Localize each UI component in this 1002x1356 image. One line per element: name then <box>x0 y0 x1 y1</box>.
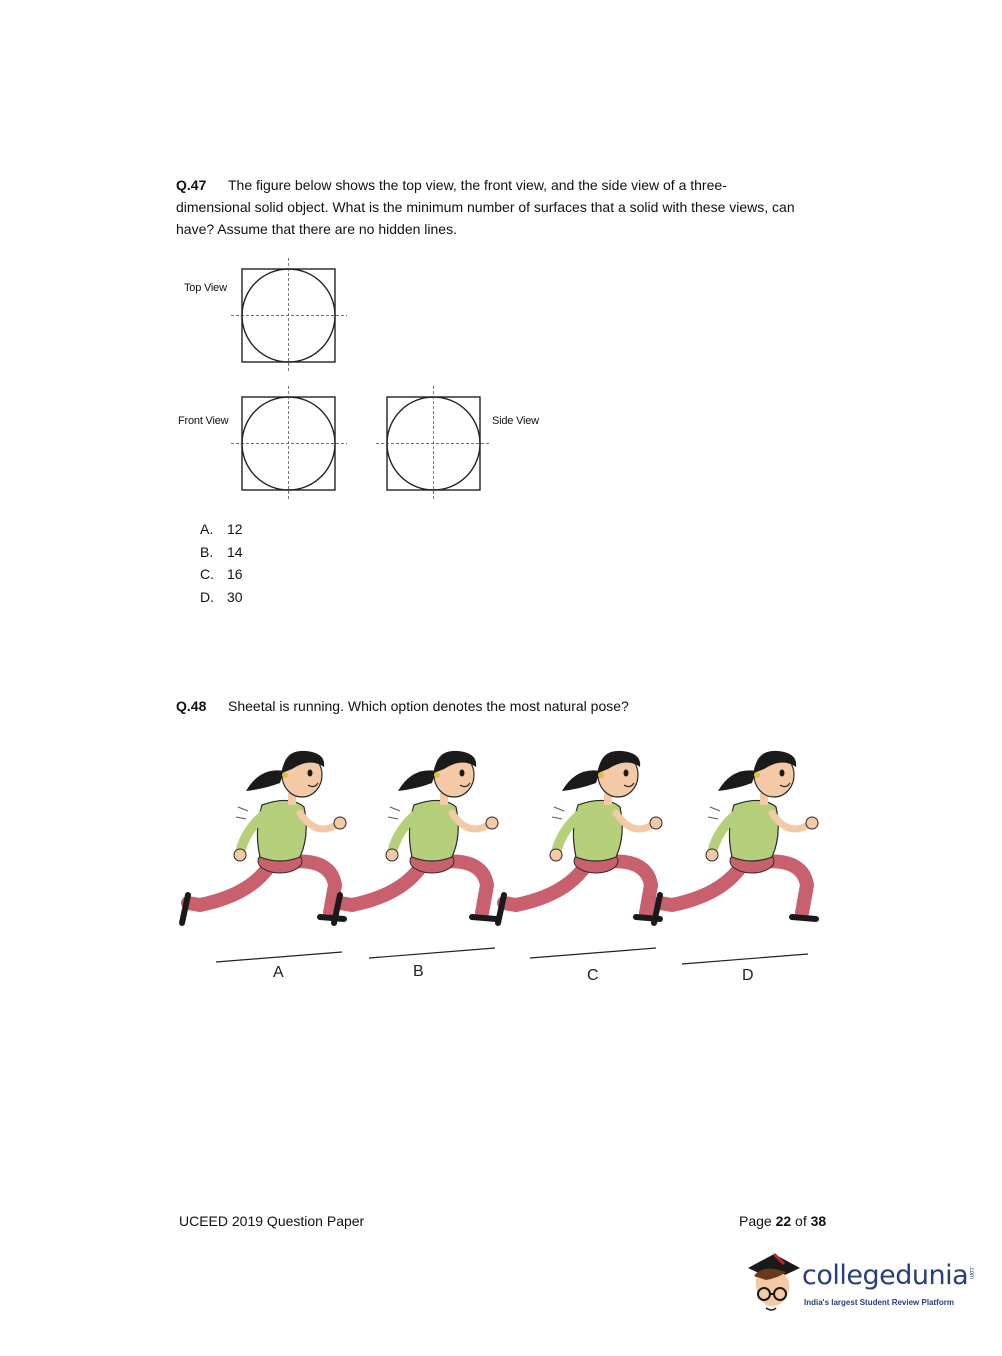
top-view-label: Top View <box>184 282 227 294</box>
runner-pose-d <box>654 751 818 923</box>
option-value: 16 <box>227 566 243 582</box>
option-value: 12 <box>227 521 243 537</box>
q47-options <box>200 518 243 608</box>
question-48 <box>176 695 836 717</box>
option-letter: D. <box>200 588 214 605</box>
page-prefix: Page <box>739 1213 776 1229</box>
running-poses-figure <box>0 730 1002 970</box>
option-d[interactable] <box>200 586 243 609</box>
pose-label-d[interactable]: D <box>742 967 754 984</box>
option-letter: C. <box>200 566 214 582</box>
pose-label-c[interactable]: C <box>587 967 599 984</box>
brand-suffix: .com <box>968 1266 974 1280</box>
orthographic-views-figure <box>0 0 1002 520</box>
option-a[interactable] <box>200 518 243 541</box>
footer-page-number <box>739 1213 826 1229</box>
pose-label-b[interactable]: B <box>413 963 424 980</box>
question-47-line3: have? Assume that there are no hidden lines. <box>176 221 457 237</box>
question-text: Sheetal is running. Which option denotes the most natural pose? <box>228 698 629 714</box>
option-value: 30 <box>227 588 243 605</box>
front-view-label: Front View <box>178 415 229 427</box>
runner-pose-b <box>334 751 498 923</box>
question-number: Q.48 <box>176 698 207 714</box>
side-view-label: Side View <box>492 415 539 427</box>
collegedunia-logo[interactable] <box>744 1250 974 1320</box>
ground-line-c <box>530 948 656 958</box>
pose-label-a[interactable]: A <box>273 964 284 981</box>
question-47-line2: dimensional solid object. What is the minimum number of surfaces that a solid with these views, can <box>176 199 795 215</box>
runner-pose-a <box>182 751 346 923</box>
page-current: 22 <box>775 1213 792 1229</box>
question-48-line1 <box>176 695 836 717</box>
ground-line-b <box>369 948 495 958</box>
runner-pose-c <box>498 751 662 923</box>
mascot-icon <box>744 1250 804 1320</box>
option-letter: A. <box>200 521 214 537</box>
option-b[interactable] <box>200 541 243 564</box>
front-view-drawing <box>231 386 347 500</box>
option-letter: B. <box>200 543 214 560</box>
page-total: 38 <box>810 1213 827 1229</box>
top-view-drawing <box>231 258 347 372</box>
question-number: Q.47 <box>176 177 207 193</box>
brand-tagline: India's largest Student Review Platform <box>804 1298 954 1307</box>
side-view-drawing <box>376 386 491 500</box>
ground-line-d <box>682 954 808 964</box>
question-text: The figure below shows the top view, the front view, and the side view of a three- <box>228 177 727 193</box>
footer-paper-title: UCEED 2019 Question Paper <box>179 1213 365 1229</box>
option-c[interactable] <box>200 563 243 586</box>
ground-line-a <box>216 952 342 962</box>
page-of: of <box>791 1213 811 1229</box>
brand-name: collegedunia <box>802 1260 969 1291</box>
option-value: 14 <box>227 543 243 560</box>
